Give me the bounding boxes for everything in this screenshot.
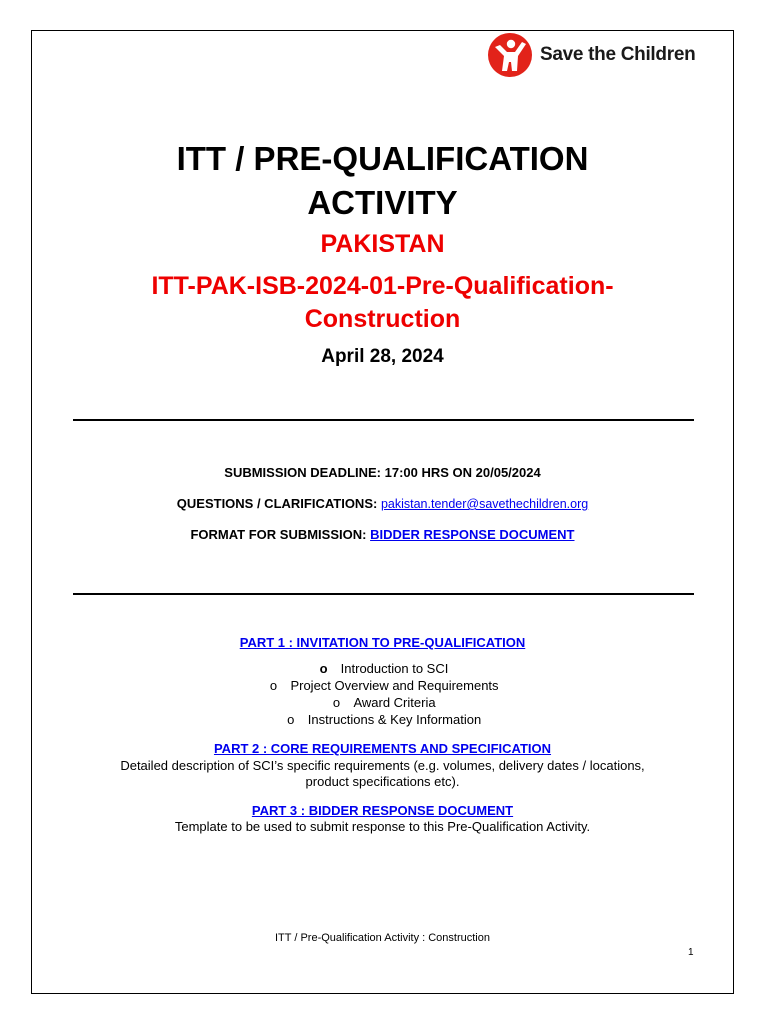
issue-date: April 28, 2024 (321, 346, 444, 367)
itt-reference-line-1: ITT-PAK-ISB-2024-01-Pre-Qualification- (151, 272, 614, 300)
country-heading: PAKISTAN (320, 230, 445, 258)
divider-top (73, 419, 694, 421)
list-item: o Project Overview and Requirements (31, 677, 734, 694)
part-1-bullet-list (31, 660, 734, 728)
page-number: 1 (688, 947, 694, 958)
save-the-children-emblem-icon (487, 32, 533, 78)
bidder-response-document-link[interactable]: BIDDER RESPONSE DOCUMENT (370, 527, 575, 542)
part-3-description: Template to be used to submit response to this Pre-Qualification Activity. (174, 819, 591, 834)
bullet-marker: o (332, 695, 341, 710)
list-item: o Instructions & Key Information (31, 711, 734, 728)
format-line (31, 527, 734, 543)
bullet-marker: o (287, 712, 295, 727)
part-2-description: Detailed description of SCI’s specific requirements (e.g. volumes, delivery dates / locations, product specifications etc). (120, 758, 645, 789)
logo-text: Save the Children (540, 44, 696, 65)
list-item: o Award Criteria (31, 694, 734, 711)
list-item: o Introduction to SCI (31, 660, 734, 677)
title-line-2: ACTIVITY (307, 184, 458, 221)
part-2-link[interactable]: PART 2 : CORE REQUIREMENTS AND SPECIFICATION (213, 741, 552, 756)
submission-deadline: SUBMISSION DEADLINE: 17:00 HRS ON 20/05/2024 (224, 465, 541, 480)
itt-reference-line-2: Construction (304, 305, 461, 333)
page-footer: ITT / Pre-Qualification Activity : Construction (275, 932, 490, 944)
divider-bottom (73, 593, 694, 595)
questions-email-link[interactable]: pakistan.tender@savethechildren.org (380, 497, 589, 511)
questions-label: QUESTIONS / CLARIFICATIONS: (176, 496, 381, 511)
save-the-children-logo (487, 33, 732, 77)
bullet-marker: o (319, 661, 328, 676)
bullet-marker: o (269, 678, 278, 693)
part-3-link[interactable]: PART 3 : BIDDER RESPONSE DOCUMENT (251, 803, 514, 818)
itt-reference (31, 270, 734, 336)
part-1-link[interactable]: PART 1 : INVITATION TO PRE-QUALIFICATION (239, 635, 526, 650)
title-line-1: ITT / PRE-QUALIFICATION (176, 140, 589, 177)
questions-line (31, 496, 734, 512)
format-label: FORMAT FOR SUBMISSION: (190, 527, 371, 542)
document-title (31, 137, 734, 225)
